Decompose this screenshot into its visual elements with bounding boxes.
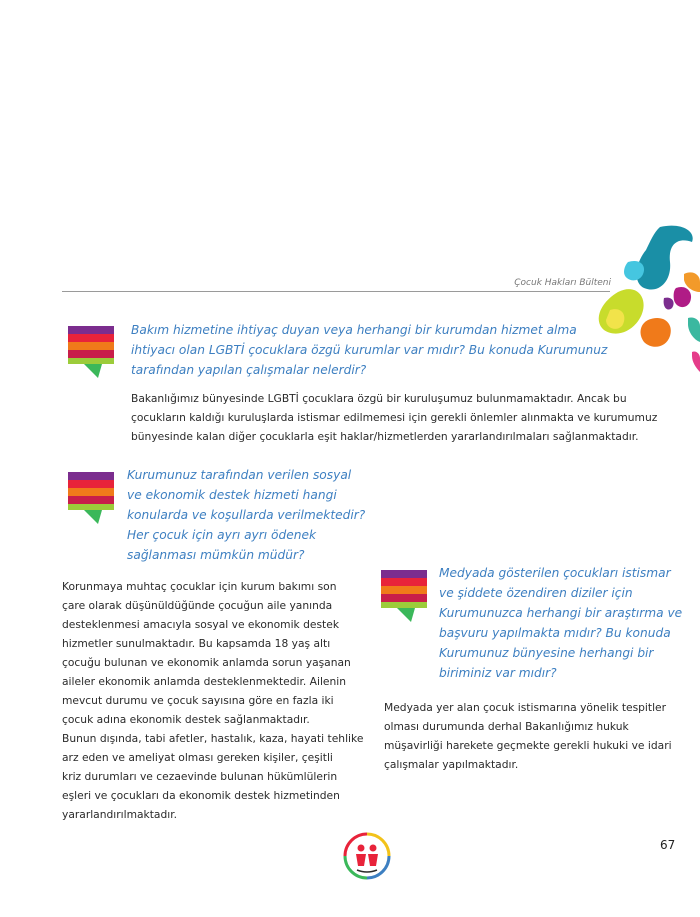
question-line: konularda ve koşullarda verilmektedir? (127, 508, 366, 522)
answer-line: eşleri ve çocukları da ekonomik destek hizmetinden (62, 789, 340, 802)
children-rights-logo (343, 832, 391, 880)
answer-line: Medyada yer alan çocuk istismarına yönelik tespitler (384, 701, 667, 714)
question-1 (131, 320, 607, 380)
question-line: Medyada gösterilen çocukları istismar (439, 566, 671, 580)
speech-bubble-icon (381, 566, 427, 622)
question-line: Bakım hizmetine ihtiyaç duyan veya herhangi bir kurumdan hizmet alma (131, 323, 577, 337)
question-line: başvuru yapılmakta mıdır? Bu konuda (439, 626, 671, 640)
answer-line: Korunmaya muhtaç çocuklar için kurum bakımı son (62, 580, 337, 593)
answer-line: hizmetler sunulmaktadır. Bu kapsamda 18 yaş altı (62, 637, 331, 650)
answer-line: olması durumunda derhal Bakanlığımız hukuk (384, 720, 629, 733)
question-line: Kurumunuz bünyesine herhangi bir (439, 646, 654, 660)
answer-line: müşavirliği harekete geçmekte gerekli hukuki ve idari (384, 739, 672, 752)
question-line: Kurumunuzca herhangi bir araştırma ve (439, 606, 683, 620)
question-2 (127, 465, 365, 565)
question-line: tarafından yapılan çalışmalar nelerdir? (131, 363, 367, 377)
answer-line: arz eden ve ameliyat olması gereken kişiler, çeşitli (62, 751, 333, 764)
answer-line: mevcut durumu ve çocuk sayısına göre en fazla iki (62, 694, 334, 707)
speech-bubble-icon (68, 468, 114, 524)
running-header-title: Çocuk Hakları Bülteni (514, 278, 611, 288)
answer-line: desteklenmesi amacıyla sosyal ve ekonomik destek (62, 618, 340, 631)
answer-line: çare olarak düşünüldüğünde çocuğun aile yanında (62, 599, 333, 612)
speech-bubble-icon (68, 322, 114, 378)
question-line: ihtiyacı olan LGBTİ çocuklara özgü kurumlar var mıdır? Bu konuda Kurumunuz (131, 343, 608, 357)
answer-line: aileler ekonomik anlamda desteklenmektedir. Ailenin (62, 675, 347, 688)
answer-2 (62, 577, 363, 824)
answer-line: Bakanlığımız bünyesinde LGBTİ çocuklara özgü bir kuruluşumuz bulunmamaktadır. Ancak bu (131, 392, 627, 405)
answer-line: yararlandırılmaktadır. (62, 808, 178, 821)
answer-3 (384, 698, 672, 774)
question-line: sağlanması mümkün müdür? (127, 548, 305, 562)
answer-line: çalışmalar yapılmaktadır. (384, 758, 519, 771)
answer-line: bünyesinde kalan diğer çocuklarla eşit haklar/hizmetlerden yararlandırılmaları sağlanmaktadır. (131, 430, 639, 443)
question-line: Her çocuk için ayrı ayrı ödenek (127, 528, 317, 542)
answer-line: çocuk adına ekonomik destek sağlanmaktadır. (62, 713, 310, 726)
question-line: Kurumunuz tarafından verilen sosyal (127, 468, 352, 482)
answer-line: Bunun dışında, tabi afetler, hastalık, kaza, hayati tehlike (62, 732, 364, 745)
page-number: 67 (660, 838, 676, 852)
question-3 (439, 563, 682, 683)
answer-line: kriz durumları ve cezaevinde bulunan hükümlülerin (62, 770, 338, 783)
question-line: biriminiz var mıdır? (439, 666, 557, 680)
question-line: ve ekonomik destek hizmeti hangi (127, 488, 337, 502)
question-line: ve şiddete özendiren diziler için (439, 586, 633, 600)
answer-line: çocukların kaldığı kuruluşlarda istismar edilmemesi için gerekli önlemler alınmakta ve kurumumuz (131, 411, 658, 424)
answer-1 (131, 389, 657, 446)
header-divider (62, 291, 610, 292)
answer-line: çocuğu bulunan ve ekonomik anlamda sorun yaşanan (62, 656, 351, 669)
